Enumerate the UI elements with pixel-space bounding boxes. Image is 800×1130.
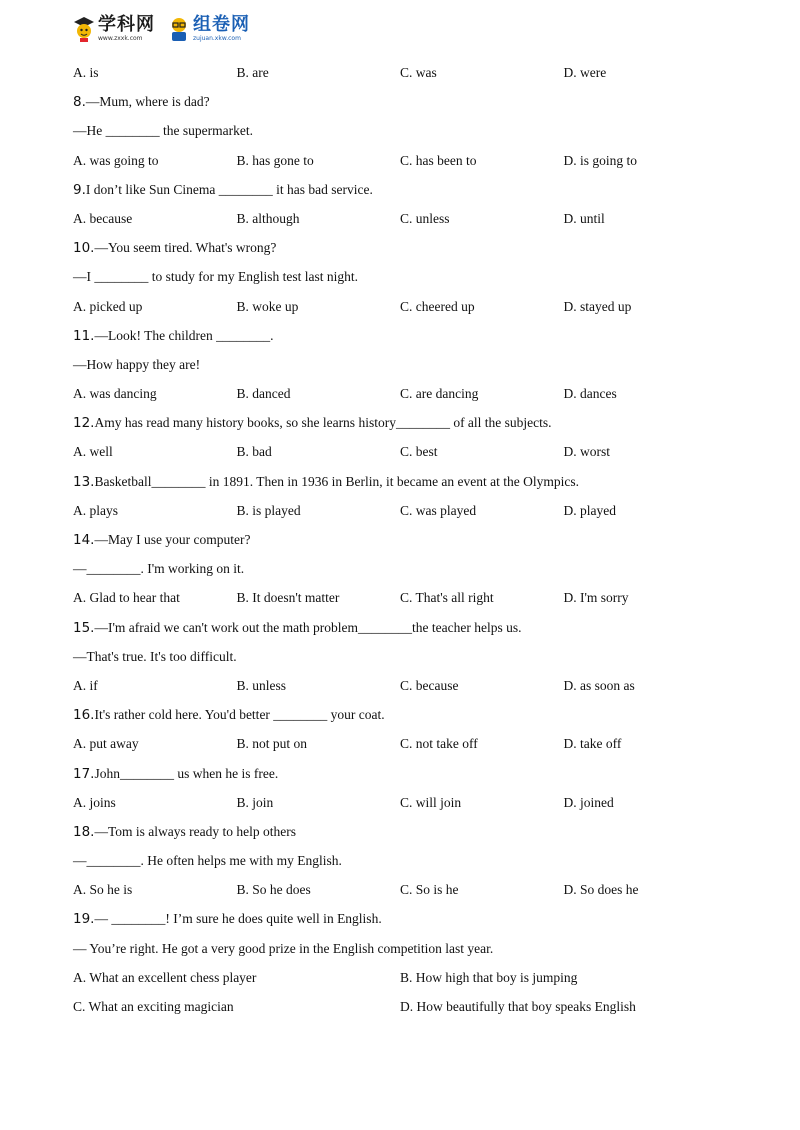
question-number: 8.: [73, 94, 86, 111]
option-a: A. was going to: [73, 152, 159, 168]
options-row: [73, 146, 753, 175]
option-d: D. is going to: [563, 152, 638, 168]
question-stem: [73, 87, 753, 116]
option-b: B. How high that boy is jumping: [400, 969, 578, 985]
option-c: C. not take off: [400, 736, 478, 752]
option-b: B. although: [236, 210, 300, 226]
question-dialogue-line: [73, 554, 753, 583]
option-a: A. was dancing: [73, 386, 157, 402]
question-number: 10.: [73, 240, 95, 257]
option-a: A. plays: [73, 502, 118, 518]
options-row: [73, 496, 753, 525]
question-stem: [73, 408, 753, 437]
question-text: —I'm afraid we can't work out the math problem________the teacher helps us.: [94, 619, 522, 635]
option-b: B. woke up: [236, 298, 299, 314]
option-b: B. is played: [236, 502, 301, 518]
question-number: 16.: [73, 707, 95, 724]
zxxk-logo-url: www.zxxk.com: [98, 35, 143, 42]
question-stem: [73, 904, 753, 933]
question-text: — ________! I’m sure he does quite well in English.: [94, 911, 382, 927]
option-b: B. It doesn't matter: [236, 590, 340, 606]
option-c: C. because: [400, 677, 459, 693]
option-a: A. What an excellent chess player: [73, 969, 257, 985]
option-d: D. How beautifully that boy speaks English: [400, 999, 636, 1014]
question-block: [73, 613, 753, 701]
option-a: A. picked up: [73, 298, 143, 314]
question-number: 17.: [73, 765, 95, 782]
options-row: [73, 875, 753, 904]
options-row: [73, 992, 753, 1021]
question-block: [73, 467, 753, 525]
question-number: 9.: [73, 181, 86, 198]
zujuan-logo-url: zujuan.xkw.com: [193, 35, 241, 42]
question-text: —I ________ to study for my English test last night.: [73, 269, 358, 285]
zujuan-logo: [167, 15, 250, 43]
question-text: —You seem tired. What's wrong?: [94, 240, 277, 256]
option-a: A. well: [73, 444, 113, 460]
option-c: C. cheered up: [400, 298, 475, 314]
option-d: D. stayed up: [563, 298, 632, 314]
question-text: —________. I'm working on it.: [73, 561, 245, 577]
option-c: C. unless: [400, 210, 450, 226]
question-text: —Tom is always ready to help others: [94, 823, 296, 839]
question-block: [73, 904, 753, 1021]
option-b: B. unless: [236, 677, 287, 693]
zujuan-logo-text: 组卷网: [193, 14, 250, 35]
option-a: A. joins: [73, 794, 116, 810]
options-row: [73, 58, 753, 87]
option-c: C. will join: [400, 794, 462, 810]
options-row: [73, 292, 753, 321]
question-number: 15.: [73, 619, 95, 636]
option-a: A. because: [73, 210, 133, 226]
options-row: [73, 204, 753, 233]
question-number: 12.: [73, 415, 95, 432]
question-stem: [73, 817, 753, 846]
option-b: B. not put on: [236, 736, 308, 752]
options-row: [73, 671, 753, 700]
question-number: 11.: [73, 327, 95, 344]
question-text: Basketball________ in 1891. Then in 1936 in Berlin, it became an event at the Olympics.: [94, 473, 580, 489]
question-dialogue-line: [73, 642, 753, 671]
zxxk-logo-text: 学科网: [98, 14, 155, 35]
options-row: [73, 583, 753, 612]
option-d: D. joined: [563, 794, 614, 810]
option-d: D. I'm sorry: [563, 590, 629, 606]
question-dialogue-line: [73, 116, 753, 145]
option-b: B. join: [236, 794, 274, 810]
option-d: D. dances: [563, 386, 617, 402]
option-d: D. take off: [563, 736, 622, 752]
option-b: B. are: [236, 65, 269, 80]
option-c: C. was: [400, 65, 437, 80]
question-stem: [73, 525, 753, 554]
options-row: [73, 963, 753, 992]
question-text: —He ________ the supermarket.: [73, 123, 253, 139]
question-block: [73, 525, 753, 613]
question-block: [73, 321, 753, 409]
options-row: [73, 437, 753, 466]
question-block: [73, 408, 753, 466]
zujuan-logo-icon: [167, 15, 191, 43]
option-c: C. are dancing: [400, 386, 479, 402]
option-a: A. if: [73, 677, 98, 693]
zxxk-logo: [72, 15, 155, 43]
question-number: 19.: [73, 911, 95, 928]
option-c: C. was played: [400, 502, 477, 518]
question-block: [73, 233, 753, 321]
question-text: —Mum, where is dad?: [85, 94, 210, 110]
option-a: A. Glad to hear that: [73, 590, 180, 606]
question-block: [73, 87, 753, 175]
question-text: —Look! The children ________.: [94, 327, 274, 343]
options-row: [73, 729, 753, 758]
option-b: B. danced: [236, 386, 291, 402]
question-stem: [73, 467, 753, 496]
option-d: D. So does he: [563, 882, 639, 898]
option-d: D. worst: [563, 444, 610, 460]
question-number: 14.: [73, 532, 95, 548]
option-c: C. has been to: [400, 152, 477, 168]
question-text: It's rather cold here. You'd better ________ your coat.: [94, 707, 385, 723]
question-text: Amy has read many history books, so she learns history________ of all the subjects.: [94, 415, 552, 431]
question-dialogue-line: [73, 262, 753, 291]
question-stem: [73, 700, 753, 729]
option-d: D. until: [563, 210, 605, 226]
question-text: — You’re right. He got a very good prize in the English competition last year.: [73, 940, 494, 956]
option-a: A. is: [73, 65, 99, 80]
question-block: [73, 817, 753, 905]
options-row: [73, 788, 753, 817]
question-dialogue-line: [73, 934, 753, 963]
option-b: B. bad: [236, 444, 272, 460]
option-b: B. has gone to: [236, 152, 314, 168]
option-a: A. So he is: [73, 882, 133, 898]
option-d: D. were: [563, 65, 607, 80]
question-stem: [73, 321, 753, 350]
question-stem: [73, 759, 753, 788]
option-c: C. That's all right: [400, 590, 494, 606]
question-block: [73, 700, 753, 758]
option-d: D. as soon as: [563, 677, 635, 693]
question-text: —That's true. It's too difficult.: [73, 648, 237, 664]
question-text: —________. He often helps me with my English.: [73, 853, 342, 869]
question-text: —May I use your computer?: [94, 532, 251, 547]
option-d: D. played: [563, 502, 616, 518]
option-b: B. So he does: [236, 882, 311, 898]
option-a: A. put away: [73, 736, 139, 752]
question-text: John________ us when he is free.: [94, 765, 279, 781]
question-dialogue-line: [73, 350, 753, 379]
question-stem: [73, 613, 753, 642]
question-block: [73, 759, 753, 817]
question-block: [73, 175, 753, 233]
question-stem: [73, 233, 753, 262]
zxxk-logo-icon: [72, 15, 96, 43]
question-text: I don’t like Sun Cinema ________ it has bad service.: [85, 181, 373, 197]
question-number: 18.: [73, 823, 95, 840]
question-dialogue-line: [73, 846, 753, 875]
question-number: 13.: [73, 473, 95, 490]
option-c: C. So is he: [400, 882, 459, 898]
question-list: [73, 58, 753, 1021]
page-header: [72, 11, 262, 47]
option-c: C. What an exciting magician: [73, 999, 234, 1014]
question-stem: [73, 175, 753, 204]
options-row: [73, 379, 753, 408]
option-c: C. best: [400, 444, 438, 460]
question-text: —How happy they are!: [73, 356, 201, 372]
